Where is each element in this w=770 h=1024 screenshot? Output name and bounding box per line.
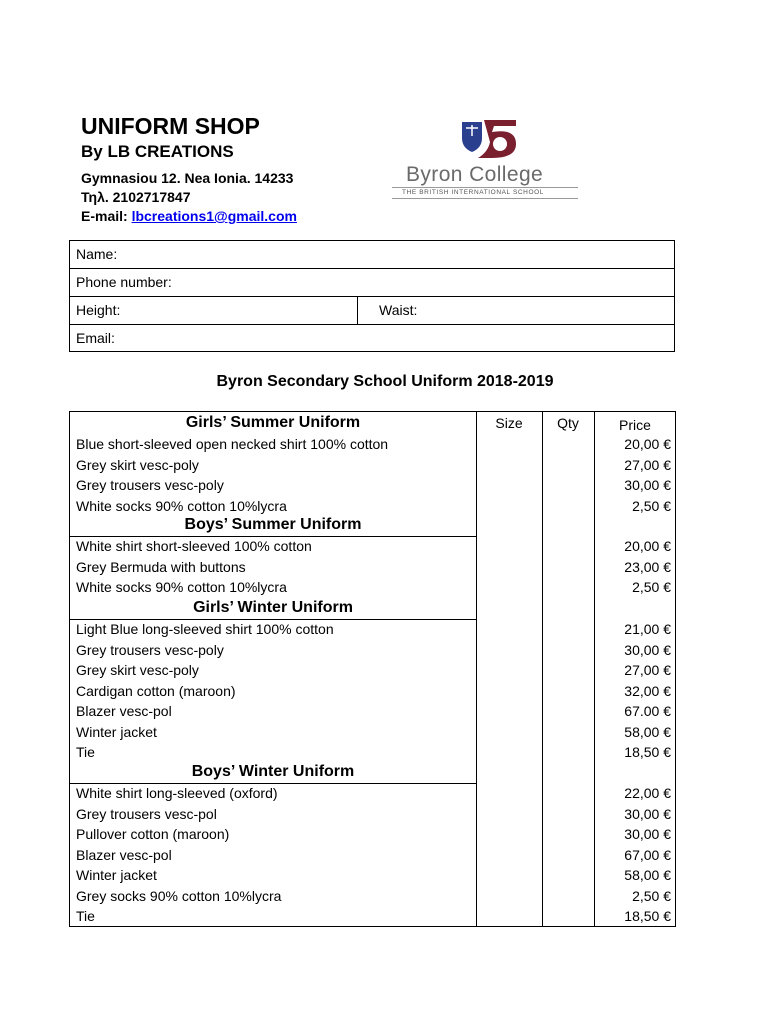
qty-cell[interactable] xyxy=(543,579,594,600)
phone-label: Phone number: xyxy=(76,274,172,290)
email-label: E-mail: xyxy=(81,208,132,224)
item-price: 58,00 € xyxy=(624,867,671,883)
section-title: Byron Secondary School Uniform 2018-2019 xyxy=(216,373,554,390)
size-cell[interactable] xyxy=(477,683,542,704)
category-divider xyxy=(70,536,476,537)
category-heading: Boys’ Summer Uniform xyxy=(184,516,362,533)
name-field[interactable] xyxy=(70,241,674,269)
logo-divider xyxy=(392,198,578,199)
size-cell[interactable] xyxy=(477,826,542,847)
item-name: Grey Bermuda with buttons xyxy=(76,558,246,575)
item-name: Grey skirt vesc-poly xyxy=(76,662,199,678)
waist-label: Waist: xyxy=(379,302,418,318)
item-name: Pullover cotton (maroon) xyxy=(76,826,230,842)
phone-field[interactable] xyxy=(70,269,674,297)
item-name: Tie xyxy=(76,744,95,760)
category-divider xyxy=(70,619,476,620)
item-price: 27,00 € xyxy=(624,662,671,678)
shop-title: UNIFORM SHOP xyxy=(81,113,260,139)
item-name: Grey socks 90% cotton 10%lycra xyxy=(76,887,282,904)
item-price: 32,00 € xyxy=(624,682,671,699)
category-heading: Girls’ Summer Uniform xyxy=(185,414,361,431)
size-cell[interactable] xyxy=(477,579,542,600)
item-name: White socks 90% cotton 10%lycra xyxy=(76,579,287,595)
size-cell[interactable] xyxy=(477,621,542,642)
qty-cell[interactable] xyxy=(543,785,594,806)
item-price: 18,50 € xyxy=(624,744,671,760)
item-name: Winter jacket xyxy=(76,867,157,883)
logo-divider xyxy=(392,187,578,188)
qty-cell[interactable] xyxy=(543,559,594,580)
qty-cell[interactable] xyxy=(543,703,594,724)
size-cell[interactable] xyxy=(477,559,542,580)
item-price: 58,00 € xyxy=(624,723,671,740)
qty-cell[interactable] xyxy=(543,744,594,765)
item-price: 30,00 € xyxy=(624,805,671,822)
qty-cell[interactable] xyxy=(543,477,594,498)
email-field[interactable] xyxy=(70,325,674,353)
size-cell[interactable] xyxy=(477,744,542,765)
size-cell[interactable] xyxy=(477,908,542,929)
field-divider xyxy=(357,297,358,324)
size-cell[interactable] xyxy=(477,538,542,559)
price-column-header: Price xyxy=(619,417,651,433)
size-cell[interactable] xyxy=(477,888,542,909)
item-name: Grey trousers vesc-poly xyxy=(76,641,224,658)
shop-header xyxy=(81,113,297,226)
size-cell[interactable] xyxy=(477,662,542,683)
item-name: Grey trousers vesc-pol xyxy=(76,805,217,822)
qty-cell[interactable] xyxy=(543,867,594,888)
uniform-price-table xyxy=(69,411,676,927)
item-name: Blue short-sleeved open necked shirt 100% cotton xyxy=(76,436,389,452)
item-name: Winter jacket xyxy=(76,723,157,740)
size-cell[interactable] xyxy=(477,847,542,868)
email-link[interactable]: lbcreations1@gmail.com xyxy=(131,208,297,224)
qty-cell[interactable] xyxy=(543,662,594,683)
size-cell[interactable] xyxy=(477,477,542,498)
height-label: Height: xyxy=(76,302,121,318)
qty-cell[interactable] xyxy=(543,457,594,478)
item-name: White shirt short-sleeved 100% cotton xyxy=(76,538,312,554)
size-cell[interactable] xyxy=(477,806,542,827)
qty-cell[interactable] xyxy=(543,498,594,519)
qty-cell[interactable] xyxy=(543,683,594,704)
item-price: 27,00 € xyxy=(624,456,671,473)
qty-cell[interactable] xyxy=(543,724,594,745)
item-name: Blazer vesc-pol xyxy=(76,846,172,863)
qty-cell[interactable] xyxy=(543,436,594,457)
qty-cell[interactable] xyxy=(543,888,594,909)
category-heading: Girls’ Winter Uniform xyxy=(193,599,353,616)
shop-address: Gymnasiou 12. Nea Ionia. 14233 xyxy=(81,170,294,186)
qty-cell[interactable] xyxy=(543,847,594,868)
size-cell[interactable] xyxy=(477,436,542,457)
size-cell[interactable] xyxy=(477,642,542,663)
item-price: 20,00 € xyxy=(624,436,671,452)
item-price: 30,00 € xyxy=(624,477,671,493)
logo-name: Byron College xyxy=(406,163,544,186)
item-price: 21,00 € xyxy=(624,621,671,637)
item-name: Light Blue long-sleeved shirt 100% cotton xyxy=(76,621,334,637)
size-cell[interactable] xyxy=(477,867,542,888)
item-name: White socks 90% cotton 10%lycra xyxy=(76,497,287,514)
qty-cell[interactable] xyxy=(543,538,594,559)
item-price: 67.00 € xyxy=(624,703,671,719)
category-divider xyxy=(70,783,476,784)
size-cell[interactable] xyxy=(477,785,542,806)
item-name: Grey skirt vesc-poly xyxy=(76,456,199,473)
qty-column-header: Qty xyxy=(557,415,579,431)
item-price: 2,50 € xyxy=(632,497,671,514)
qty-cell[interactable] xyxy=(543,642,594,663)
size-cell[interactable] xyxy=(477,457,542,478)
qty-cell[interactable] xyxy=(543,621,594,642)
item-name: Blazer vesc-pol xyxy=(76,703,172,719)
item-price: 30,00 € xyxy=(624,826,671,842)
item-price: 2,50 € xyxy=(632,887,671,904)
item-price: 22,00 € xyxy=(624,785,671,801)
name-label: Name: xyxy=(76,246,118,262)
category-heading: Boys’ Winter Uniform xyxy=(191,763,355,780)
item-price: 67,00 € xyxy=(624,846,671,863)
customer-form xyxy=(69,240,675,352)
item-price: 18,50 € xyxy=(624,908,671,924)
logo-subtitle: THE BRITISH INTERNATIONAL SCHOOL xyxy=(402,189,544,196)
size-cell[interactable] xyxy=(477,498,542,519)
shop-phone: Τηλ. 2102717847 xyxy=(81,189,191,205)
item-name: Grey trousers vesc-poly xyxy=(76,477,224,493)
byron-college-emblem-icon xyxy=(392,116,578,162)
item-name: Cardigan cotton (maroon) xyxy=(76,682,236,699)
shop-email-line xyxy=(81,207,297,226)
qty-cell[interactable] xyxy=(543,826,594,847)
size-cell[interactable] xyxy=(477,724,542,745)
column-divider xyxy=(594,412,595,926)
qty-cell[interactable] xyxy=(543,908,594,929)
item-price: 2,50 € xyxy=(632,579,671,595)
height-waist-row[interactable] xyxy=(70,297,674,325)
item-name: White shirt long-sleeved (oxford) xyxy=(76,785,278,801)
item-price: 23,00 € xyxy=(624,558,671,575)
item-price: 20,00 € xyxy=(624,538,671,554)
item-price: 30,00 € xyxy=(624,641,671,658)
byron-college-logo xyxy=(392,116,578,204)
size-column-header: Size xyxy=(495,415,523,431)
item-name: Tie xyxy=(76,908,95,924)
size-cell[interactable] xyxy=(477,703,542,724)
email-field-label: Email: xyxy=(76,330,115,346)
by-line: By LB CREATIONS xyxy=(81,142,234,161)
qty-cell[interactable] xyxy=(543,806,594,827)
